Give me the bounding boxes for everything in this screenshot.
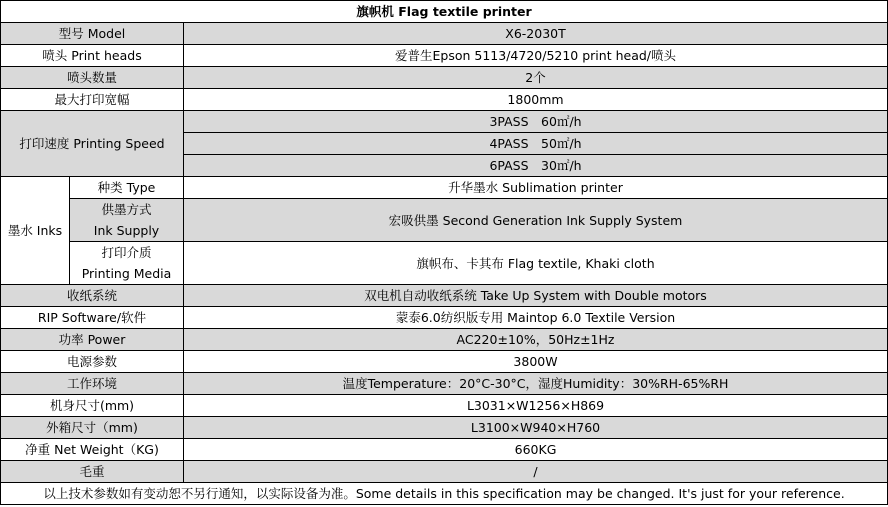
ink-media-label	[70, 242, 184, 285]
row-value: L3100×W940×H760	[184, 417, 888, 439]
table-row	[1, 329, 888, 351]
row-label: 功率 Power	[1, 329, 184, 351]
table-row	[1, 199, 888, 242]
row-label: 机身尺寸(mm)	[1, 395, 184, 417]
table-row	[1, 439, 888, 461]
row-value: 蒙泰6.0纺织版专用 Maintop 6.0 Textile Version	[184, 307, 888, 329]
footnote-row	[1, 483, 888, 505]
table-row	[1, 177, 888, 199]
ink-supply-value: 宏吸供墨 Second Generation Ink Supply System	[184, 199, 888, 242]
row-value: 660KG	[184, 439, 888, 461]
row-value: L3031×W1256×H869	[184, 395, 888, 417]
title-row	[1, 1, 888, 23]
row-label: 喷头 Print heads	[1, 45, 184, 67]
row-label: 电源参数	[1, 351, 184, 373]
row-value: 1800mm	[184, 89, 888, 111]
row-value: 爱普生Epson 5113/4720/5210 print head/喷头	[184, 45, 888, 67]
ink-media-label-en: Printing Media	[81, 266, 172, 281]
ink-supply-label-en: Ink Supply	[93, 223, 160, 238]
ink-supply-label	[70, 199, 184, 242]
row-value: 温度Temperature：20°C-30°C，湿度Humidity：30%RH-65%RH	[184, 373, 888, 395]
table-row	[1, 111, 888, 133]
speed-value-3pass: 3PASS 60㎡/h	[184, 111, 888, 133]
row-value: 双电机自动收纸系统 Take Up System with Double motors	[184, 285, 888, 307]
row-label: 最大打印宽幅	[1, 89, 184, 111]
ink-type-label: 种类 Type	[70, 177, 184, 199]
table-row	[1, 45, 888, 67]
ink-media-label-cn: 打印介质	[101, 245, 152, 260]
table-row	[1, 285, 888, 307]
table-row	[1, 67, 888, 89]
row-label: 净重 Net Weight（KG)	[1, 439, 184, 461]
row-value: 3800W	[184, 351, 888, 373]
row-label: 型号 Model	[1, 23, 184, 45]
row-value: AC220±10%，50Hz±1Hz	[184, 329, 888, 351]
ink-supply-label-cn: 供墨方式	[101, 202, 152, 217]
row-value: 2个	[184, 67, 888, 89]
row-label: 工作环境	[1, 373, 184, 395]
table-row	[1, 307, 888, 329]
table-row	[1, 242, 888, 285]
row-label: 外箱尺寸（mm)	[1, 417, 184, 439]
table-row	[1, 417, 888, 439]
ink-label: 墨水 Inks	[1, 177, 70, 285]
footnote: 以上技术参数如有变动恕不另行通知，以实际设备为准。Some details in this specification may be changed. It's just for your reference.	[1, 483, 888, 505]
ink-type-value: 升华墨水 Sublimation printer	[184, 177, 888, 199]
row-value: X6-2030T	[184, 23, 888, 45]
row-label: 喷头数量	[1, 67, 184, 89]
table-row	[1, 23, 888, 45]
row-label: 毛重	[1, 461, 184, 483]
row-value: /	[184, 461, 888, 483]
speed-value-4pass: 4PASS 50㎡/h	[184, 133, 888, 155]
speed-label: 打印速度 Printing Speed	[1, 111, 184, 177]
table-row	[1, 351, 888, 373]
table-title: 旗帜机 Flag textile printer	[1, 1, 888, 23]
row-label: 收纸系统	[1, 285, 184, 307]
row-label: RIP Software/软件	[1, 307, 184, 329]
ink-media-value: 旗帜布、卡其布 Flag textile, Khaki cloth	[184, 242, 888, 285]
table-row	[1, 373, 888, 395]
table-row	[1, 461, 888, 483]
table-row	[1, 395, 888, 417]
table-row	[1, 89, 888, 111]
speed-value-6pass: 6PASS 30㎡/h	[184, 155, 888, 177]
